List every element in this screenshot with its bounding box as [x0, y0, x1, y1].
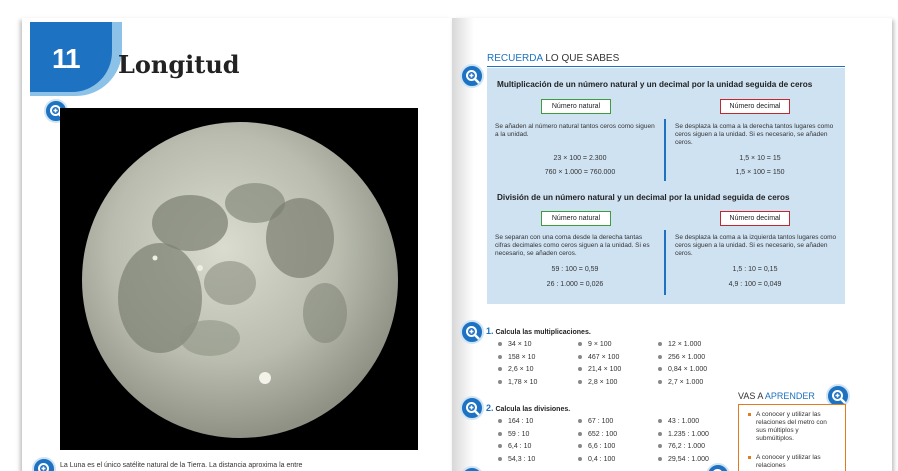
exercise-heading: [486, 326, 591, 336]
exercise-item: 29,54 : 1.000: [658, 456, 709, 463]
recuerda-rule: [487, 66, 845, 67]
divider: [664, 230, 666, 295]
mult-decimal-example: 1,5 × 100 = 150: [735, 169, 785, 176]
exercise-item: 2,6 × 10: [498, 366, 534, 373]
vas-item: A conocer y utilizar las relaciones: [748, 454, 836, 470]
div-decimal-text: Se desplaza la coma a la izquierda tantos lugares como ceros siguen a la unidad. Si es necesario, se añaden ceros.: [675, 234, 837, 257]
photo-caption: La Luna es el único satélite natural de la Tierra. La distancia aproxima la entre: [60, 462, 303, 469]
mult-natural-example: 760 × 1.000 = 760.000: [544, 169, 616, 176]
exercise-item: 9 × 100: [578, 341, 612, 348]
pill-decimal: Número decimal: [720, 99, 790, 114]
exercise-title: Calcula las multiplicaciones.: [495, 329, 591, 336]
exercise-item: 164 : 10: [498, 418, 533, 425]
mult-natural-text: Se añaden al número natural tantos ceros como siguen a la unidad.: [495, 123, 655, 138]
exercise-item: 43 : 1.000: [658, 418, 699, 425]
recuerda-heading: [487, 53, 619, 64]
zoom-icon[interactable]: [460, 64, 484, 88]
exercise-item: 652 : 100: [578, 431, 617, 438]
exercise-item: 0,84 × 1.000: [658, 366, 707, 373]
vas-heading-rest: VAS A: [738, 391, 765, 401]
exercise-item: 1,78 × 10: [498, 379, 537, 386]
unit-number: 11: [52, 43, 80, 74]
zoom-icon[interactable]: [460, 320, 484, 344]
moon-photo: [60, 108, 418, 450]
div-natural-example: 59 : 100 = 0,59: [551, 266, 599, 273]
exercise-item: 54,3 : 10: [498, 456, 535, 463]
div-natural-text: Se separan con una coma desde la derecha tantas cifras decimales como ceros siguen a la unidad. Si es necesario, se añaden ceros.: [495, 234, 650, 257]
pill-natural: Número natural: [541, 211, 611, 226]
unit-title: Longitud: [118, 50, 240, 79]
exercise-item: 6,6 : 100: [578, 443, 615, 450]
div-decimal-example: 1,5 : 10 = 0,15: [732, 266, 778, 273]
exercise-item: 2,8 × 100: [578, 379, 617, 386]
pill-natural: Número natural: [541, 99, 611, 114]
exercise-item: 12 × 1.000: [658, 341, 701, 348]
vas-heading-accent: APRENDER: [764, 391, 815, 401]
exercise-number: 1.: [486, 326, 494, 336]
exercise-item: 6,4 : 10: [498, 443, 531, 450]
mult-title: Multiplicación de un número natural y un decimal por la unidad seguida de ceros: [497, 80, 813, 89]
exercise-number: 2.: [486, 403, 494, 413]
div-decimal-example: 4,9 : 100 = 0,049: [728, 281, 782, 288]
zoom-icon[interactable]: [460, 396, 484, 420]
exercise-item: 467 × 100: [578, 354, 619, 361]
exercise-title: Calcula las divisiones.: [495, 406, 571, 413]
div-natural-example: 26 : 1.000 = 0,026: [546, 281, 604, 288]
exercise-item: 158 × 10: [498, 354, 535, 361]
exercise-item: 0,4 : 100: [578, 456, 615, 463]
exercise-item: 59 : 10: [498, 431, 529, 438]
mult-decimal-text: Se desplaza la coma a la derecha tantos lugares como ceros siguen a la unidad. Si es necesario, se añaden ceros.: [675, 123, 834, 146]
vas-a-aprender-heading: [738, 391, 815, 401]
pill-decimal: Número decimal: [720, 211, 790, 226]
mult-decimal-example: 1,5 × 10 = 15: [739, 155, 781, 162]
exercise-item: 21,4 × 100: [578, 366, 621, 373]
exercise-item: 76,2 : 1.000: [658, 443, 705, 450]
exercise-item: 256 × 1.000: [658, 354, 705, 361]
vas-item: A conocer y utilizar las relaciones del metro con sus múltiplos y submúltiplos.: [748, 411, 836, 443]
exercise-item: 2,7 × 1.000: [658, 379, 703, 386]
div-title: División de un número natural y un decimal por la unidad seguida de ceros: [497, 193, 790, 202]
recuerda-heading-rest: LO QUE SABES: [542, 53, 620, 64]
exercise-heading: [486, 403, 570, 413]
recuerda-heading-accent: RECUERDA: [487, 53, 543, 64]
exercise-item: 34 × 10: [498, 341, 532, 348]
mult-natural-example: 23 × 100 = 2.300: [553, 155, 607, 162]
exercise-item: 1.235 : 1.000: [658, 431, 709, 438]
exercise-item: 67 : 100: [578, 418, 613, 425]
